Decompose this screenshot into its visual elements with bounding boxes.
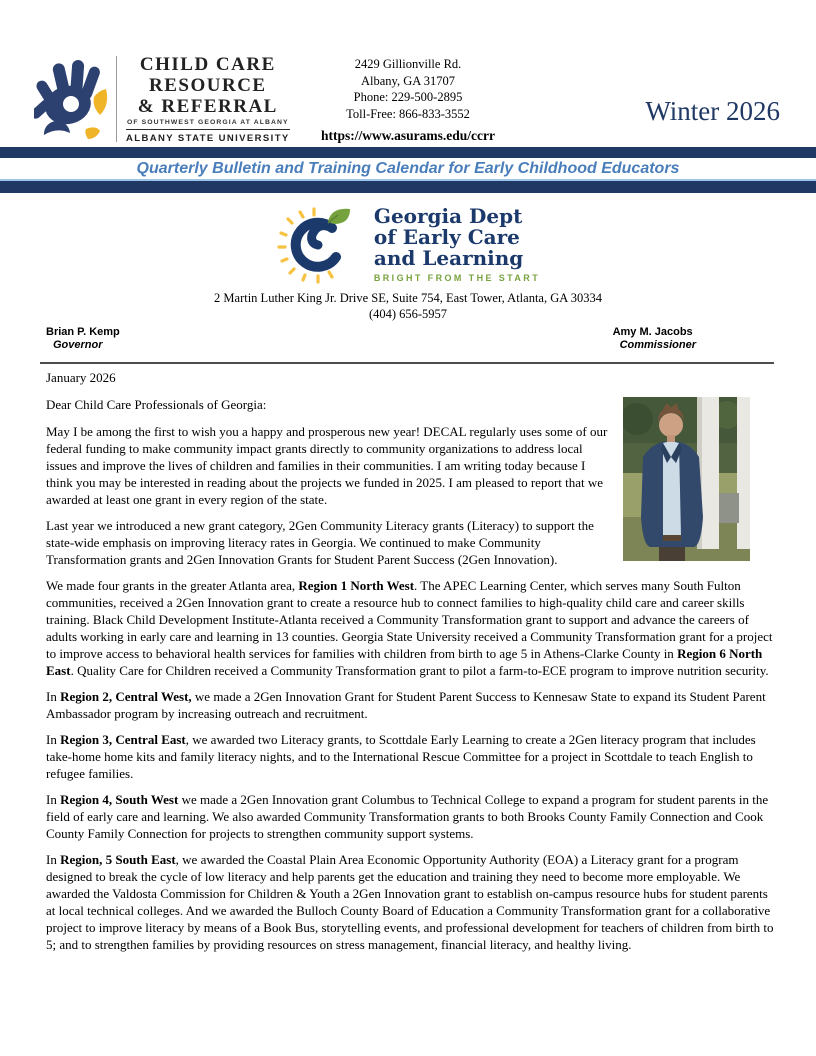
commissioner-name: Amy M. Jacobs: [612, 326, 693, 338]
decal-name-line: of Early Care: [373, 224, 520, 249]
org-name-line: RESOURCE: [149, 75, 267, 96]
portrait-photo: [623, 397, 750, 561]
letter-paragraph: In Region, 5 South East, we awarded the Coastal Plain Area Economic Opportunity Authority (EOA) a Literacy grant for a program designed to break the cycle of low literacy and help parents get the education and training they need to become more employable. We awarded the Valdosta Commission for Children & Youth a 2Gen Innovation grant to establish on-campus resource hubs for student parents at local technical colleges. And we awarded the Bulloch County Board of Education a Community Transformation grant for a collaborative project to improve literacy by means of a Book Bus, storytelling events, and professional development for teachers of children from birth to 5; and to strengthen families by providing resources on stress management, financial literacy, and healthy living.: [46, 852, 774, 952]
governor-name: Brian P. Kemp: [46, 326, 120, 338]
decal-g-icon: [276, 203, 364, 285]
letter-paragraph: In Region 3, Central East, we awarded two Literacy grants, to Scottdale Early Learning to create a 2Gen literacy program that includes take-home home kits and family literacy nights, and to the International Rescue Committee for a project in Scottdale to teach English to refugee families.: [46, 732, 756, 781]
commissioner-title: Commissioner: [619, 339, 696, 351]
org-name-line: & REFERRAL: [137, 96, 278, 117]
banner-bottom-bar: [0, 181, 816, 193]
decal-logo-text: [373, 203, 541, 283]
edition-label: Winter 2026: [645, 96, 780, 126]
org-university: ALBANY STATE UNIVERSITY: [126, 129, 290, 144]
org-subtitle: OF SOUTHWEST GEORGIA AT ALBANY: [127, 119, 289, 126]
decal-address-block: [0, 290, 816, 322]
contact-phone: Phone: 229-500-2895: [353, 90, 463, 104]
commissioner-block: [613, 326, 696, 351]
decal-name-line: and Learning: [373, 245, 524, 270]
decal-address: 2 Martin Luther King Jr. Drive SE, Suite 754, East Tower, Atlanta, GA 30334: [214, 291, 602, 305]
letter-paragraph: In Region 4, South West we made a 2Gen Innovation grant Columbus to Technical College to expand a program for student parents in the field of early care and learning. We also awarded Community Transformation grants to both Brooks County Family Connection and Cook County Family Connection for projects to strengthen community support systems.: [46, 792, 769, 841]
contact-address-line1: 2429 Gillionville Rd.: [354, 57, 462, 71]
letter-paragraph: We made four grants in the greater Atlanta area, Region 1 North West. The APEC Learning Center, which serves many South Fulton communities, received a 2Gen Innovation grant to create a resource hub to connect families to high-quality child care and career skills training. Black Child Development Institute-Atlanta received a Community Transformation grant to support and advance the careers of adults working in early care and learning in 13 counties. Georgia State University received a Community Transformation grant for a project to improve access to behavioral health services for families with children from birth to age 5 in Athens-Clarke County in Region 6 North East. Quality Care for Children received a Community Transformation grant to pilot a farm-to-ECE program to improve nutrition security.: [46, 578, 773, 678]
decal-logo: [0, 203, 816, 285]
contact-address-line2: Albany, GA 31707: [361, 73, 455, 88]
governor-title: Governor: [53, 339, 103, 351]
letter-date: January 2026: [46, 370, 116, 385]
decal-name-line: Georgia Dept: [373, 203, 523, 228]
banner-title: Quarterly Bulletin and Training Calendar for Early Childhood Educators: [136, 160, 680, 177]
banner-strip: [0, 158, 816, 181]
banner-top-bar: [0, 147, 816, 158]
website-url: https://www.asurams.edu/ccrr: [321, 128, 495, 143]
letter-body: [0, 364, 816, 953]
contact-tollfree: Toll-Free: 866-833-3552: [346, 106, 470, 121]
portrait-photo-image: [623, 397, 750, 561]
letter-salutation: Dear Child Care Professionals of Georgia:: [46, 397, 267, 412]
banner: [0, 147, 816, 193]
letter-paragraph: May I be among the first to wish you a happy and prosperous new year! DECAL regularly uses some of our federal funding to make community impact grants directly to community organizations to address local issues and improve the lives of children and families in their communities. I am writing today because I think you may be interested in reading about the projects we funded in 2025. I am pleased to report that we awarded at least one grant in every region of the state.: [46, 424, 608, 507]
page-header: [0, 0, 816, 147]
officials-row: [0, 322, 816, 351]
decal-tagline: BRIGHT FROM THE START: [373, 272, 541, 283]
decal-phone: (404) 656-5957: [368, 307, 448, 321]
org-name-line: CHILD CARE: [139, 54, 276, 75]
letter-paragraph: Last year we introduced a new grant category, 2Gen Community Literacy grants (Literacy) to support the state-wide emphasis on improving literacy rates in Georgia. We continued to make Community Transformation grants and 2Gen Innovation Grants for Student Parent Success (2Gen Innovation).: [46, 518, 594, 567]
governor-block: [46, 326, 120, 351]
letter-paragraph: In Region 2, Central West, we made a 2Gen Innovation Grant for Student Parent Success to Kennesaw State to expand its Student Parent Ambassador program by increasing outreach and recruitment.: [46, 689, 766, 721]
